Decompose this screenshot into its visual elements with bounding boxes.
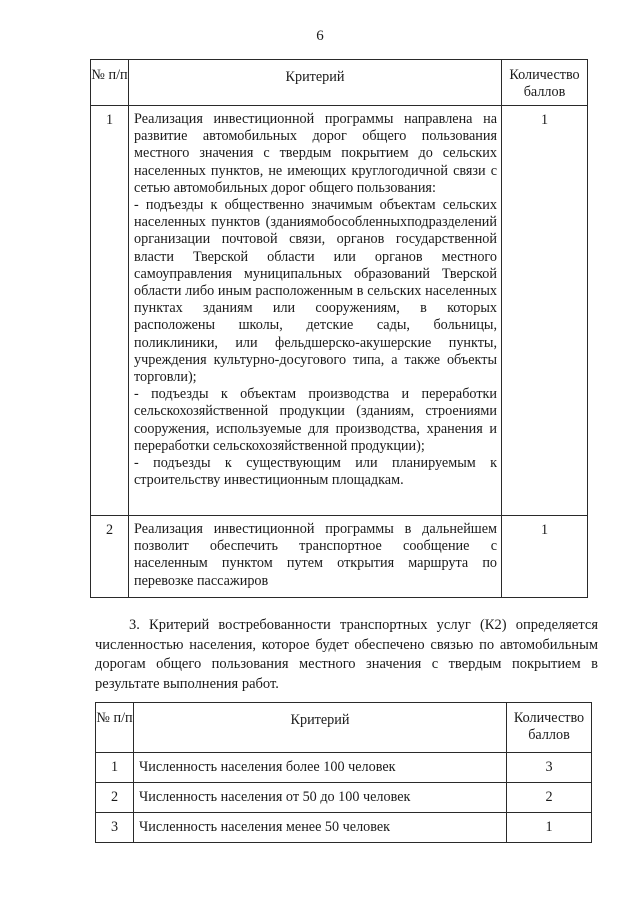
criteria-table-2 — [95, 702, 592, 843]
table-row — [96, 753, 592, 783]
header-score: Количество баллов — [507, 703, 592, 753]
table-row — [91, 106, 588, 516]
body-paragraph: 3. Критерий востребованности транспортных услуг (К2) определяется численностью населения, которое будет обеспечено связью по автомобильным дорогам общего пользования местного значения с твердым покрытием в результате выполнения работ. — [95, 617, 598, 692]
row-criterion — [129, 106, 502, 516]
table-row — [96, 783, 592, 813]
page-number: 6 — [316, 28, 324, 44]
header-num: № п/п — [96, 703, 134, 753]
criteria-table-1 — [90, 59, 588, 598]
row-score: 1 — [507, 813, 592, 843]
row-num: 1 — [96, 753, 134, 783]
row-criterion: Численность населения от 50 до 100 человек — [134, 783, 507, 813]
row-score: 3 — [507, 753, 592, 783]
criterion-text: - подъезды к объектам производства и переработки сельскохозяйственной продукции (зданиям, строениями сооружения, используемые для производства, хранения и переработки сельскохозяйственной продукции); — [134, 386, 497, 454]
criterion-text: Реализация инвестиционной программы в дальнейшем позволит обеспечить транспортное сообщение с населенным пунктом путем открытия маршрута по перевозке пассажиров — [134, 521, 497, 589]
row-criterion — [129, 516, 502, 598]
header-criterion: Критерий — [129, 60, 502, 106]
row-num: 2 — [96, 783, 134, 813]
row-num: 1 — [91, 106, 129, 516]
header-score: Количество баллов — [502, 60, 588, 106]
header-criterion: Критерий — [134, 703, 507, 753]
row-criterion: Численность населения менее 50 человек — [134, 813, 507, 843]
row-score: 1 — [502, 516, 588, 598]
table-header-row — [91, 60, 588, 106]
row-criterion: Численность населения более 100 человек — [134, 753, 507, 783]
row-num: 3 — [96, 813, 134, 843]
table-row — [96, 813, 592, 843]
criterion-text: - подъезды к существующим или планируемым к строительству инвестиционным площадкам. — [134, 455, 497, 489]
table-header-row — [96, 703, 592, 753]
row-score: 2 — [507, 783, 592, 813]
header-num: № п/п — [91, 60, 129, 106]
row-num: 2 — [91, 516, 129, 598]
criterion-text: - подъезды к общественно значимым объектам сельских населенных пунктов (зданиямобособленныхподразделений организации почтовой связи, органов государственной власти Тверской области или органов местного самоуправления муниципальных образований Тверской области либо иным расположенным в сельских населенных пунктах зданиям или сооружениям, в которых расположены школы, детские сады, больницы, поликлиники, или фельдшерско-акушерские пункты, учреждения культурно-досугового типа, а также объекты торговли); — [134, 197, 497, 386]
criterion-text: Реализация инвестиционной программы направлена на развитие автомобильных дорог общего пользования местного значения с твердым покрытием до сельских населенных пунктов, не имеющих круглогодичной связи с сетью автомобильных дорог общего пользования: — [134, 111, 497, 196]
table-row — [91, 516, 588, 598]
row-score: 1 — [502, 106, 588, 516]
